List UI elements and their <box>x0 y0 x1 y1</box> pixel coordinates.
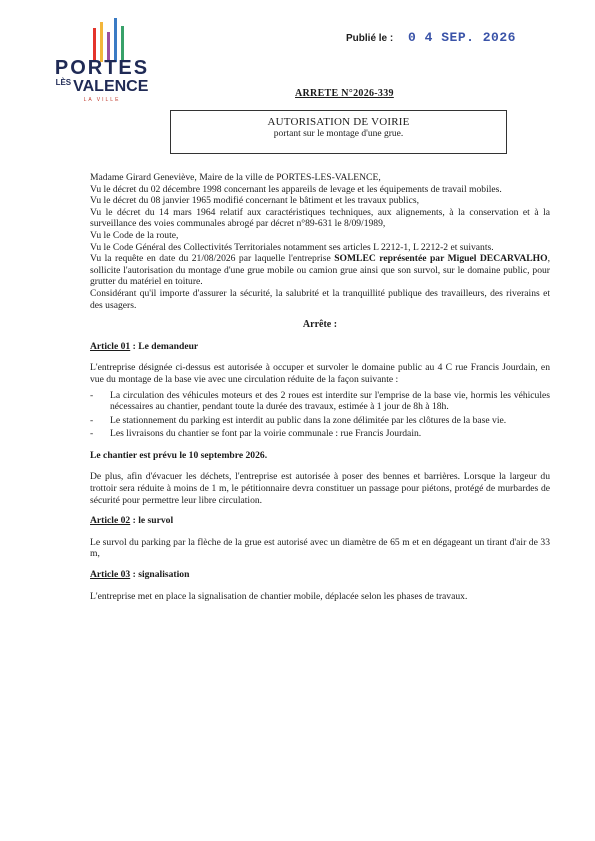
title-box <box>170 110 507 154</box>
preamble-line: Vu le décret du 08 janvier 1965 modifié concernant le bâtiment et les travaux publics, <box>90 195 419 207</box>
logo-word-la-ville: LA VILLE <box>83 97 121 103</box>
title-sub: portant sur le montage d'une grue. <box>273 129 404 139</box>
request-before: Vu la requête en date du 21/08/2026 par laquelle l'entreprise <box>90 253 335 265</box>
publication-stamp <box>346 30 516 45</box>
logo-word-valence-text: VALENCE <box>73 78 149 95</box>
request-after: , sollicite l'autorisation du montage d'une grue mobile ou camion grue ainsi que son survol, sur le domaine public, pour grutter du matériel en toiture. <box>90 253 551 288</box>
logo-word-les: LÈS <box>55 78 72 87</box>
article-2-title: : le survol <box>130 515 174 527</box>
article-2-heading <box>90 515 550 527</box>
article-3-text: L'entreprise met en place la signalisation de chantier mobile, déplacée selon les phases de travaux. <box>90 590 468 602</box>
article-3-title: : signalisation <box>130 569 190 581</box>
preamble-line: Vu le décret du 02 décembre 1998 concernant les appareils de levage et les équipements de travail mobiles. <box>90 183 502 195</box>
list-item: - La circulation des véhicules moteurs et des 2 roues est interdite sur l'emprise de la base vie, hormis les véhicules nécessaires au chantier, pendant toute la durée des travaux, estimée à 1 jour de 8h à 18h. <box>90 390 550 413</box>
publication-date: 0 4 SEP. 2026 <box>408 30 516 45</box>
arrete-number: ARRETE N°2026-339 <box>295 88 394 99</box>
article-2-text: Le survol du parking par la flèche de la grue est autorisé avec un diamètre de 65 m et en dégageant un tirant d'air de 33 m, <box>90 536 550 560</box>
publication-label: Publié le : <box>346 33 394 44</box>
title-main: AUTORISATION DE VOIRIE <box>267 116 410 128</box>
logo-bars-icon <box>91 18 131 62</box>
document-body <box>90 172 550 602</box>
city-logo <box>44 16 156 110</box>
request-paragraph <box>90 253 550 288</box>
article-1-label: Article 01 <box>90 340 131 352</box>
preamble-line: Vu le Code Général des Collectivités Territoriales notamment ses articles L 2212-1, L 2212-2 et suivants. <box>90 241 494 253</box>
article-3-heading <box>90 569 550 581</box>
preamble-line: Vu le Code de la route, <box>90 229 179 241</box>
logo-word-valence <box>50 78 154 96</box>
logo-word-portes: PORTES <box>54 57 150 79</box>
article-3-label: Article 03 <box>90 569 131 581</box>
preamble-line: Madame Girard Geneviève, Maire de la ville de PORTES-LES-VALENCE, <box>90 172 381 183</box>
chantier-date: Le chantier est prévu le 10 septembre 2026. <box>90 449 268 461</box>
waste-paragraph: De plus, afin d'évacuer les déchets, l'entreprise est autorisée à poser des bennes et barrières. Lorsque la largeur du trottoir sera réduite à moins de 1 m, le pétitionnaire devra constituer un passage pour piétons, protégé de murbardes de sécurité pour permettre leur libre circulation. <box>90 471 550 506</box>
article-1-intro: L'entreprise désignée ci-dessus est autorisée à occuper et survoler le domaine public au 4 C rue Francis Jourdain, en vue du montage de la base vie avec une circulation réduite de la façon suivante : <box>90 362 550 385</box>
list-item: - Les livraisons du chantier se font par la voirie communale : rue Francis Jourdain. <box>90 428 550 440</box>
preamble-line: Vu le décret du 14 mars 1964 relatif aux caractéristiques techniques, aux alignements, à la conservation et à la surveillance des voies communales abrogé par décret n°89-631 le 8/09/1989, <box>90 206 550 230</box>
article-1-heading <box>90 341 550 353</box>
arrete-heading: Arrête : <box>302 319 338 331</box>
considering-paragraph: Considérant qu'il importe d'assurer la sécurité, la salubrité et la tranquillité publique des travailleurs, des riverains et des usagers. <box>90 287 550 311</box>
article-1-title: : Le demandeur <box>130 340 199 352</box>
article-2-label: Article 02 <box>90 515 131 527</box>
article-1-bullets <box>90 390 550 440</box>
request-company: SOMLEC représentée par Miguel DECARVALHO <box>334 253 548 265</box>
list-item: - Le stationnement du parking est interdit au public dans la zone délimitée par les clôtures de la base vie. <box>90 415 550 427</box>
